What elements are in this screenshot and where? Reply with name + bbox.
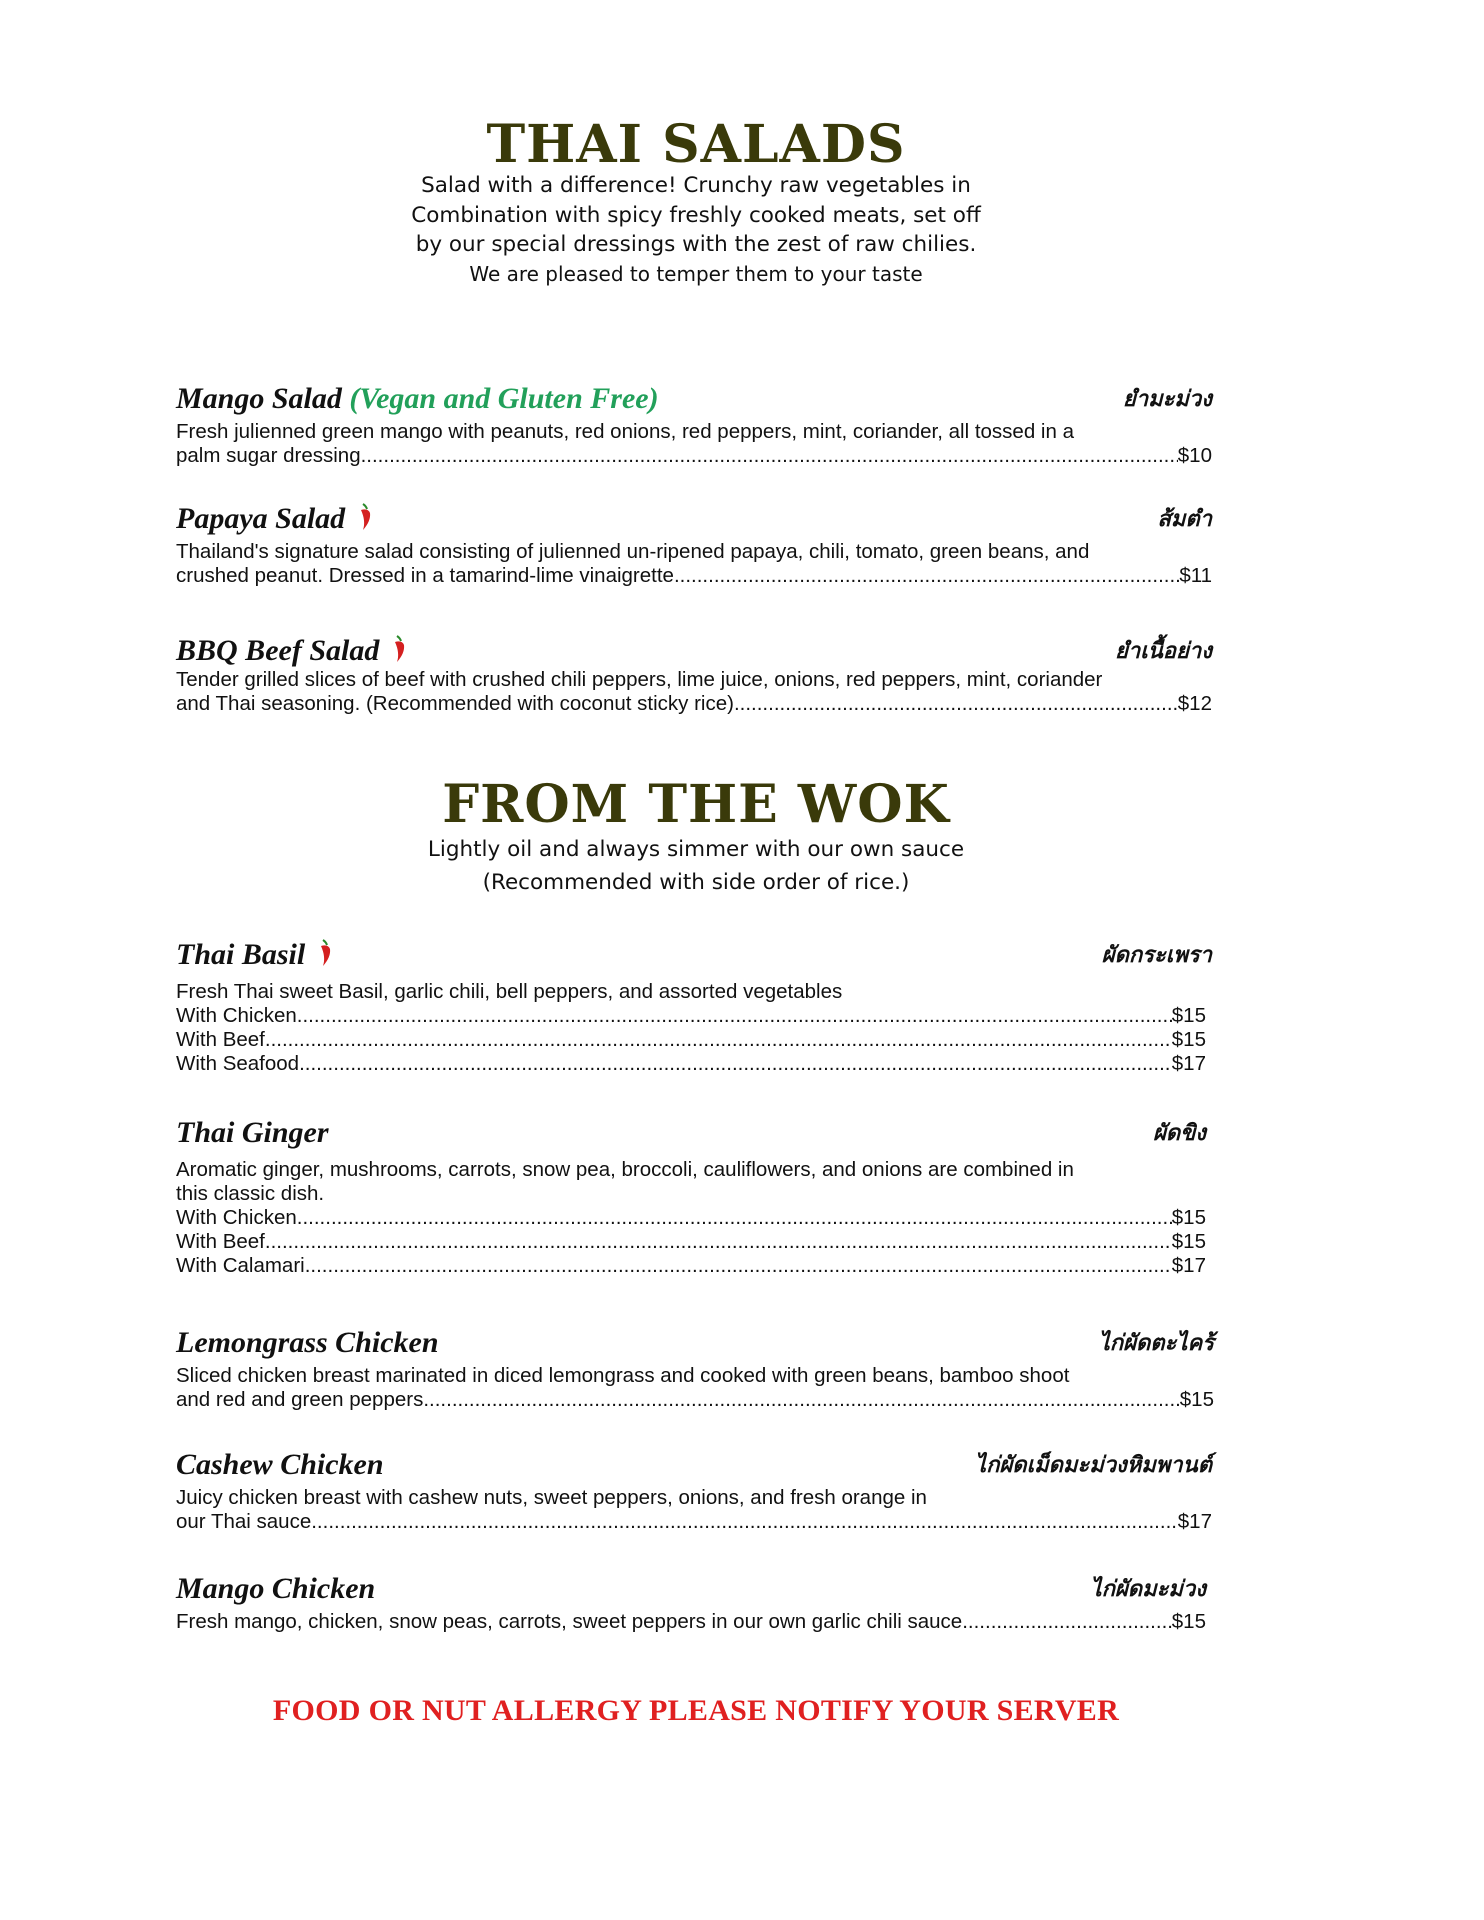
option-label: With Calamari (176, 1254, 305, 1277)
dot-leader (297, 1206, 1172, 1230)
item-description: Sliced chicken breast marinated in diced lemongrass and cooked with green beans, bamboo shoot (176, 1364, 1070, 1387)
option-label: With Chicken (176, 1004, 297, 1027)
salads-intro-line: by our special dressings with the zest of raw chilies. (415, 232, 977, 257)
price-line (176, 1388, 1214, 1412)
menu-item-lemongrass-chicken (176, 1324, 1214, 1412)
item-name: Mango Chicken (176, 1572, 376, 1605)
item-description: palm sugar dressing (176, 444, 361, 467)
dot-leader (311, 1510, 1178, 1534)
menu-item-cashew-chicken (176, 1446, 1212, 1534)
dot-leader (962, 1610, 1172, 1634)
item-description: Tender grilled slices of beef with crushed chili peppers, lime juice, onions, red peppers, mint, coriander (176, 668, 1103, 691)
option-price: $15 (1171, 1028, 1206, 1051)
price-line (176, 1610, 1206, 1634)
menu-item-thai-ginger (176, 1114, 1212, 1278)
item-name: Thai Ginger (176, 1116, 329, 1149)
item-name: Thai Basil (176, 938, 306, 971)
chili-pepper-icon (355, 502, 375, 532)
price-line (176, 444, 1212, 468)
item-description: Fresh Thai sweet Basil, garlic chili, bell peppers, and assorted vegetables (176, 980, 843, 1003)
thai-name: ไก่ผัดมะม่วง (1090, 1576, 1206, 1602)
menu-item-mango-chicken (176, 1570, 1206, 1634)
price-line (176, 564, 1212, 588)
dot-leader (361, 444, 1178, 468)
option-price: $17 (1171, 1052, 1206, 1075)
item-description: and Thai seasoning. (Recommended with coconut sticky rice) (176, 692, 734, 715)
item-description: our Thai sauce (176, 1510, 312, 1533)
item-description: and red and green peppers (176, 1388, 424, 1411)
item-name: Cashew Chicken (176, 1448, 384, 1481)
menu-item-mango-salad (176, 380, 1212, 468)
price-line (176, 1510, 1212, 1534)
dot-leader (297, 1004, 1172, 1028)
option-line (176, 1028, 1206, 1052)
thai-name: ผัดขิง (1153, 1120, 1206, 1146)
wok-intro-line: Lightly oil and always simmer with our own sauce (427, 837, 965, 862)
item-price: $15 (1171, 1610, 1206, 1633)
option-price: $15 (1171, 1206, 1206, 1229)
option-label: With Seafood (176, 1052, 300, 1075)
thai-name: ผัดกระเพรา (1101, 942, 1212, 968)
dot-leader (265, 1230, 1172, 1254)
item-name: BBQ Beef Salad (176, 634, 380, 667)
item-price: $10 (1177, 444, 1212, 467)
option-price: $15 (1171, 1230, 1206, 1253)
item-name: Papaya Salad (176, 502, 346, 535)
thai-name: ยำเนื้อย่าง (1114, 638, 1212, 664)
salads-intro-line: Salad with a difference! Crunchy raw vegetables in (421, 173, 971, 198)
salads-intro-line: We are pleased to temper them to your taste (469, 261, 923, 286)
item-description: Fresh mango, chicken, snow peas, carrots, sweet peppers in our own garlic chili sauce (176, 1610, 963, 1633)
dot-leader (734, 692, 1178, 716)
option-label: With Beef (176, 1028, 265, 1051)
dot-leader (299, 1052, 1172, 1076)
option-line (176, 1230, 1206, 1254)
thai-name: ไก่ผัดเม็ดมะม่วงหิมพานต์ (975, 1452, 1212, 1478)
item-name: Mango Salad (176, 382, 342, 415)
dot-leader (423, 1388, 1179, 1412)
chili-pepper-icon (315, 938, 335, 968)
item-description: Thailand's signature salad consisting of julienned un-ripened papaya, chili, tomato, green beans, and (176, 540, 1090, 563)
thai-name: ไก่ผัดตะไคร้ (1098, 1330, 1214, 1356)
dietary-tag: (Vegan and Gluten Free) (349, 382, 659, 415)
option-line (176, 1052, 1206, 1076)
dot-leader (265, 1028, 1172, 1052)
item-description: Juicy chicken breast with cashew nuts, sweet peppers, onions, and fresh orange in (176, 1486, 927, 1509)
item-name: Lemongrass Chicken (176, 1326, 439, 1359)
price-line (176, 692, 1212, 716)
dot-leader (305, 1254, 1172, 1278)
thai-name: ยำมะม่วง (1122, 386, 1212, 412)
option-line (176, 1206, 1206, 1230)
item-price: $12 (1177, 692, 1212, 715)
item-price: $11 (1179, 564, 1212, 587)
dot-leader (674, 564, 1179, 588)
menu-item-thai-basil (176, 936, 1212, 1076)
wok-intro-line: (Recommended with side order of rice.) (482, 870, 910, 895)
option-line (176, 1004, 1206, 1028)
allergy-notice: FOOD OR NUT ALLERGY PLEASE NOTIFY YOUR SERVER (272, 1694, 1120, 1727)
item-price: $17 (1177, 1510, 1212, 1533)
section-title-wok: FROM THE WOK (442, 774, 950, 835)
menu-item-papaya-salad (176, 500, 1212, 588)
item-description: Aromatic ginger, mushrooms, carrots, snow pea, broccoli, cauliflowers, and onions are combined in (176, 1158, 1074, 1181)
item-description: crushed peanut. Dressed in a tamarind-lime vinaigrette (176, 564, 674, 587)
salads-intro (0, 171, 1392, 289)
chili-pepper-icon (389, 634, 409, 664)
option-price: $17 (1171, 1254, 1206, 1277)
thai-name: ส้มตำ (1157, 506, 1212, 532)
section-title-salads: THAI SALADS (486, 114, 906, 175)
option-price: $15 (1171, 1004, 1206, 1027)
salads-intro-line: Combination with spicy freshly cooked meats, set off (411, 202, 981, 228)
option-label: With Chicken (176, 1206, 297, 1229)
option-label: With Beef (176, 1230, 265, 1253)
option-line (176, 1254, 1206, 1278)
menu-item-bbq-beef-salad (176, 632, 1212, 716)
item-description: this classic dish. (176, 1182, 325, 1205)
item-price: $15 (1179, 1388, 1214, 1411)
item-description: Fresh julienned green mango with peanuts, red onions, red peppers, mint, coriander, all tossed in a (176, 420, 1074, 443)
wok-intro (0, 833, 1392, 899)
